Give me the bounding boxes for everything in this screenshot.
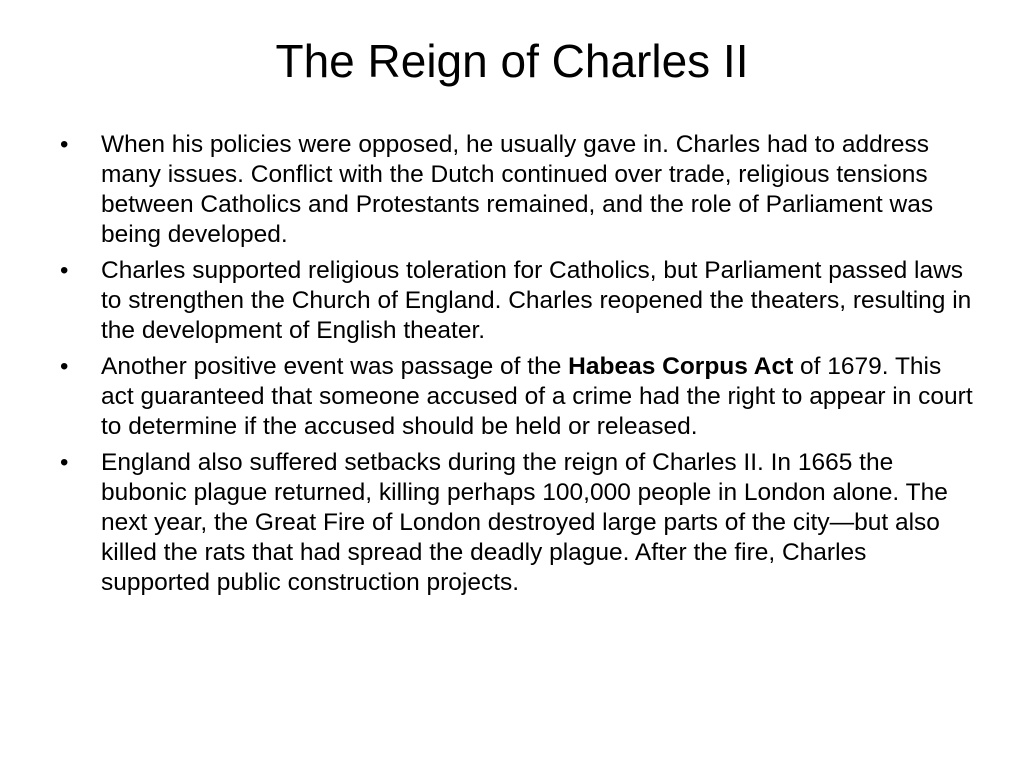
bullet-text: Charles supported religious toleration for Catholics, but Parliament passed laws to strengthen the Church of England. Charles reopened the theaters, resulting in the development of English theater. xyxy=(101,257,972,344)
bullet-item-setbacks xyxy=(56,448,976,598)
bullet-text-after: of 1679. This act guaranteed that someone accused of a crime had the right to appear in court to determine if the accused should be held or released. xyxy=(101,353,973,440)
bullet-text: When his policies were opposed, he usually gave in. Charles had to address many issues. Conflict with the Dutch continued over trade, religious tensions between Catholics and Protestants remained, and the role of Parliament was being developed. xyxy=(101,131,934,248)
bullet-item-toleration xyxy=(56,256,976,346)
bullet-item-policies xyxy=(56,130,976,250)
slide-title: The Reign of Charles II xyxy=(275,35,749,87)
bullet-icon: • xyxy=(60,131,69,158)
bullet-icon: • xyxy=(60,449,69,476)
bullet-icon: • xyxy=(60,257,69,284)
bullet-text-before: Another positive event was passage of the xyxy=(101,353,569,380)
bullet-icon: • xyxy=(60,353,69,380)
bullet-list xyxy=(56,130,976,604)
bullet-text: England also suffered setbacks during the reign of Charles II. In 1665 the bubonic plague returned, killing perhaps 100,000 people in London alone. The next year, the Great Fire of London destroyed large parts of the city—but also killed the rats that had spread the deadly plague. After the fire, Charles supported public construction projects. xyxy=(101,449,948,596)
bullet-item-habeas-corpus xyxy=(56,352,976,442)
habeas-corpus-act-term: Habeas Corpus Act xyxy=(568,353,794,380)
